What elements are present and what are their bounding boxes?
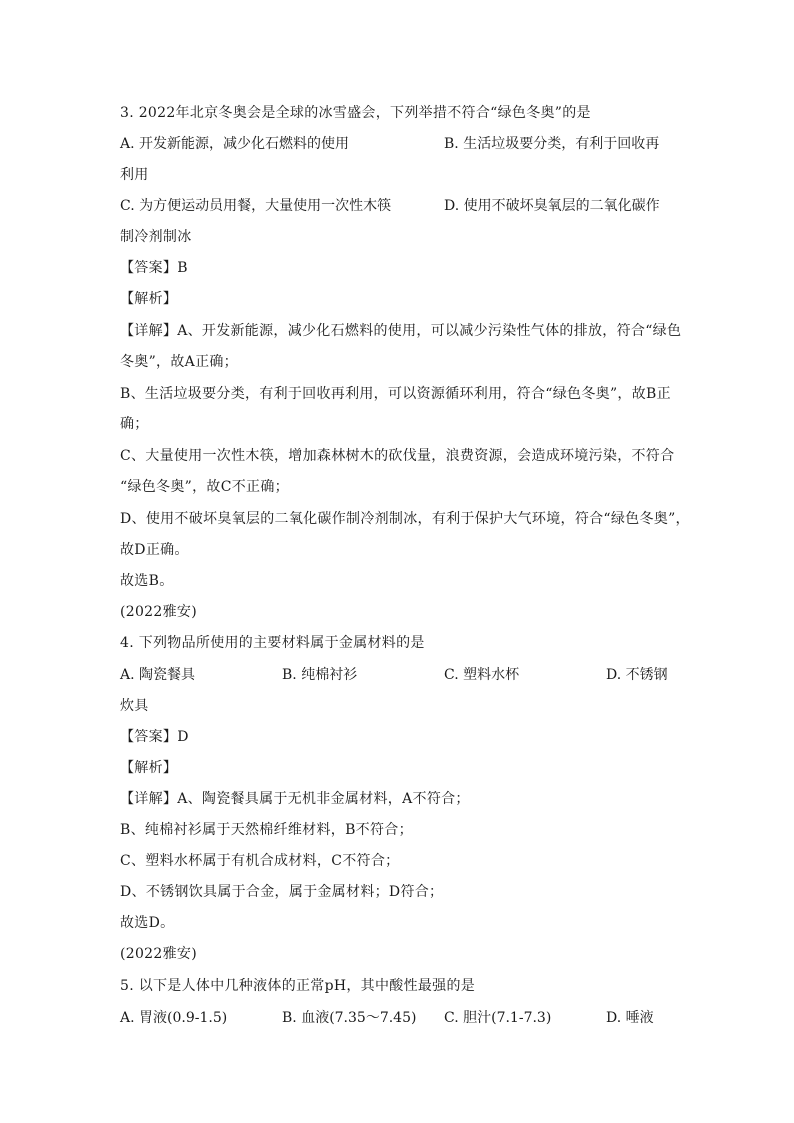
q4-answer: 【答案】D (120, 729, 189, 745)
q3-option-b-continued: 利用 (120, 167, 149, 183)
q4-option-d: D. 不锈钢 (606, 667, 668, 683)
q4-option-a: A. 陶瓷餐具 (120, 667, 196, 683)
q4-detail-line: B、纯棉衬衫属于天然棉纤维材料，B不符合； (120, 822, 413, 838)
q4-option-c: C. 塑料水杯 (444, 667, 520, 683)
q5-option-a: A. 胃液(0.9-1.5) (120, 1010, 228, 1026)
q3-detail-line: D、使用不破坏臭氧层的二氧化碳作制冷剂制冰，有利于保护大气环境，符合“绿色冬奥”， (120, 511, 690, 527)
q4-detail-line: C、塑料水杯属于有机合成材料，C不符合； (120, 853, 400, 869)
q4-detail-line: D、不锈钢饮具属于合金，属于金属材料；D符合； (120, 884, 444, 900)
q4-conclusion: 故选D。 (120, 915, 175, 931)
q5-option-d: D. 唾液 (606, 1010, 654, 1026)
q3-option-c: C. 为方便运动员用餐，大量使用一次性木筷 (120, 198, 392, 214)
q3-conclusion: 故选B。 (120, 573, 174, 589)
q3-stem: 3. 2022年北京冬奥会是全球的冰雪盛会，下列举措不符合“绿色冬奥”的是 (120, 105, 591, 121)
q3-detail-line: 【详解】A、开发新能源，减少化石燃料的使用，可以减少污染性气体的排放，符合“绿色 (120, 323, 682, 339)
q4-option-b: B. 纯棉衬衫 (282, 667, 358, 683)
q3-detail-line: “绿色冬奥”，故C不正确； (120, 479, 289, 495)
q5-option-b: B. 血液(7.35～7.45) (282, 1010, 417, 1026)
q3-option-a: A. 开发新能源，减少化石燃料的使用 (120, 136, 350, 152)
q3-detail-line: C、大量使用一次性木筷，增加森林树木的砍伐量，浪费资源，会造成环境污染，不符合 (120, 448, 675, 464)
q5-source: (2022雅安) (120, 946, 197, 962)
q3-option-d-continued: 制冷剂制冰 (120, 229, 192, 245)
q4-source: (2022雅安) (120, 604, 197, 620)
q3-detail-line: 冬奥”，故A正确； (120, 354, 238, 370)
q5-option-c: C. 胆汁(7.1-7.3) (444, 1010, 552, 1026)
q3-option-d: D. 使用不破坏臭氧层的二氧化碳作 (444, 198, 660, 214)
q3-option-b: B. 生活垃圾要分类，有利于回收再 (444, 136, 660, 152)
q4-analysis-title: 【解析】 (120, 760, 178, 776)
q3-detail-line: B、生活垃圾要分类，有利于回收再利用，可以资源循环利用，符合“绿色冬奥”，故B正 (120, 386, 671, 402)
q3-analysis-title: 【解析】 (120, 291, 178, 307)
q3-answer: 【答案】B (120, 260, 188, 276)
q3-detail-line: 故D正确。 (120, 542, 189, 558)
q4-detail-line: 【详解】A、陶瓷餐具属于无机非金属材料，A不符合； (120, 791, 470, 807)
q4-stem: 4. 下列物品所使用的主要材料属于金属材料的是 (120, 635, 425, 651)
q3-detail-line: 确； (120, 416, 149, 432)
q4-option-d-continued: 炊具 (120, 698, 149, 714)
q5-stem: 5. 以下是人体中几种液体的正常pH，其中酸性最强的是 (120, 978, 476, 994)
